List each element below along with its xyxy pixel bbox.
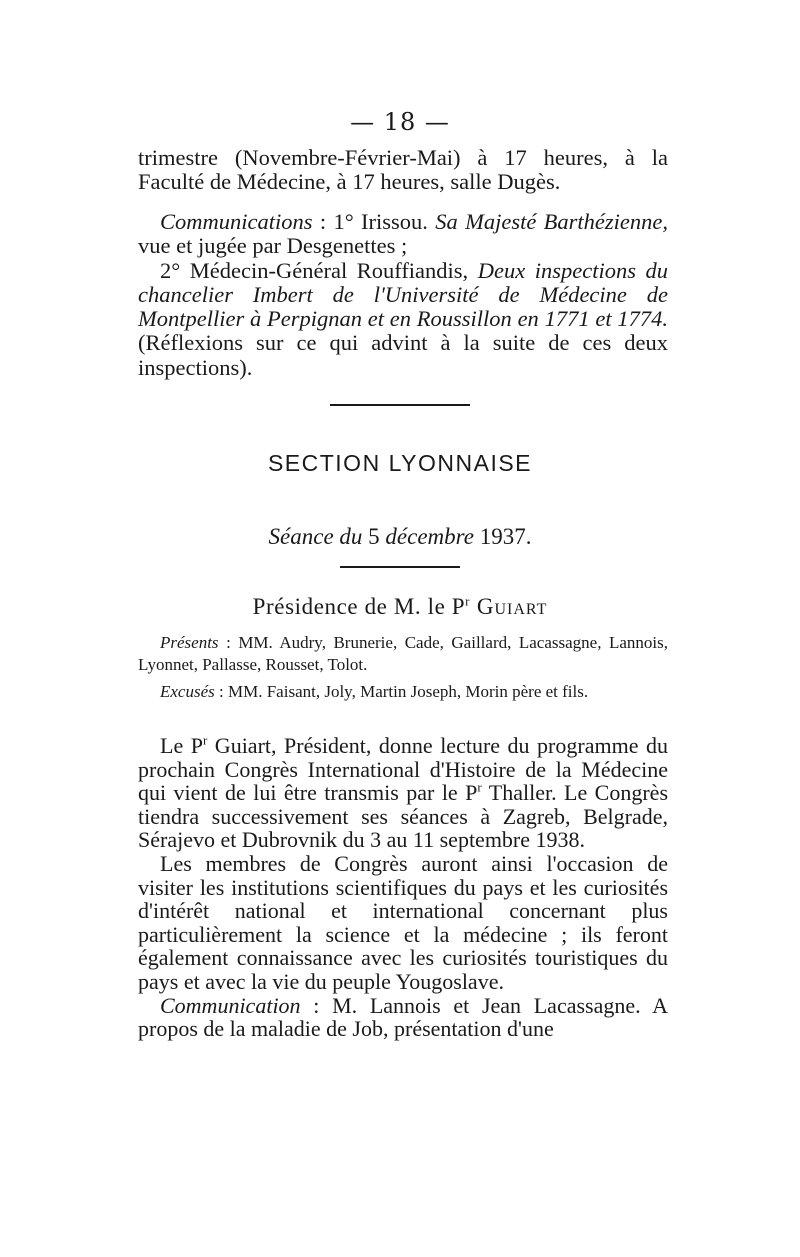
guiart-sup1: r <box>202 732 208 748</box>
communications-item-2 <box>138 259 668 380</box>
item2-prefix: 2° Médecin-Général Rouffiandis, <box>160 257 478 283</box>
excuses-label: Excusés <box>160 682 215 701</box>
president-name: Guiart <box>470 594 548 619</box>
divider-rule-1 <box>330 404 470 406</box>
communications-item-1 <box>138 210 668 259</box>
presidence-sup: r <box>465 593 471 609</box>
guiart-sup2: r <box>477 779 482 795</box>
seance-month: décembre <box>379 524 480 549</box>
presidence-line <box>0 594 800 620</box>
communication2-colon: : <box>300 992 333 1018</box>
guiart-text <box>138 734 668 852</box>
item2-rest: (Réflexions sur ce qui advint à la suite de ces deux inspections). <box>138 330 668 380</box>
guiart-part1: Le P <box>160 733 203 758</box>
excuses-colon: : <box>214 682 228 701</box>
presents-colon: : <box>218 633 239 652</box>
item2-title: Deux inspections du chancelier Imbert de l'Université de Médecine de Montpellier à Perpignan et en Roussillon en 1771 et 1774. <box>138 257 668 332</box>
presents-label: Présents <box>160 633 219 652</box>
membres-paragraph <box>138 852 668 994</box>
section-title: SECTION LYONNAISE <box>267 450 533 476</box>
communications-colon: : <box>312 209 334 234</box>
communications-label: Communications <box>160 209 313 234</box>
item1-rest: vue et jugée par Desgenettes ; <box>138 233 408 259</box>
presidence-text: Présidence de M. le P <box>252 594 466 619</box>
membres-text: Les membres de Congrès auront ainsi l'occasion de visiter les institutions scientifiques du pays et les curiosités d'intérêt national et international concernant plus particulièrement la science et la médecine ; ils feront également connaissance avec les curiosités touristiques du pays et avec la vie du peuple Yougoslave. <box>138 850 668 994</box>
item1-prefix: 1° Irissou. <box>333 209 436 234</box>
communication2-paragraph <box>138 994 668 1041</box>
attendance-block <box>138 632 668 703</box>
presents-names: MM. Audry, Brunerie, Cade, Gaillard, Lacassagne, Lannois, Lyonnet, Pallasse, Rousset, Tolot. <box>138 633 668 674</box>
intro-text: trimestre (Novembre-Février-Mai) à 17 heures, à la Faculté de Médecine, à 17 heures, salle Dugès. <box>138 145 668 195</box>
guiart-part2: Guiart, Président, donne lecture du programme du prochain Congrès International d'Histoire de la Médecine qui vient de lui être transmis par le P <box>138 733 668 806</box>
seance-day: 5 <box>368 524 380 549</box>
guiart-part3: Thaller. Le Congrès tiendra successivement ses séances à Zagreb, Belgrade, Sérajevo et Dubrovnik du 3 au 11 septembre 1938. <box>138 780 669 853</box>
communications-paragraph <box>138 210 668 380</box>
intro-paragraph <box>138 146 668 195</box>
seance-prefix: Séance du <box>268 524 369 549</box>
excuses-paragraph <box>138 681 668 703</box>
item1-title: Sa Majesté Barthézienne, <box>435 209 668 234</box>
excuses-names: MM. Faisant, Joly, Martin Joseph, Morin père et fils. <box>228 682 589 701</box>
seance-date <box>0 524 800 550</box>
seance-year: 1937. <box>479 524 532 549</box>
divider-rule-2 <box>340 566 460 568</box>
communication2-label: Communication <box>160 992 301 1018</box>
presents-paragraph <box>138 632 668 675</box>
guiart-paragraph <box>138 734 668 1041</box>
communication2-text: M. Lannois et Jean Lacassagne. A propos de la maladie de Job, présentation d'une <box>138 992 668 1042</box>
page-number: — 18 — <box>350 108 450 136</box>
